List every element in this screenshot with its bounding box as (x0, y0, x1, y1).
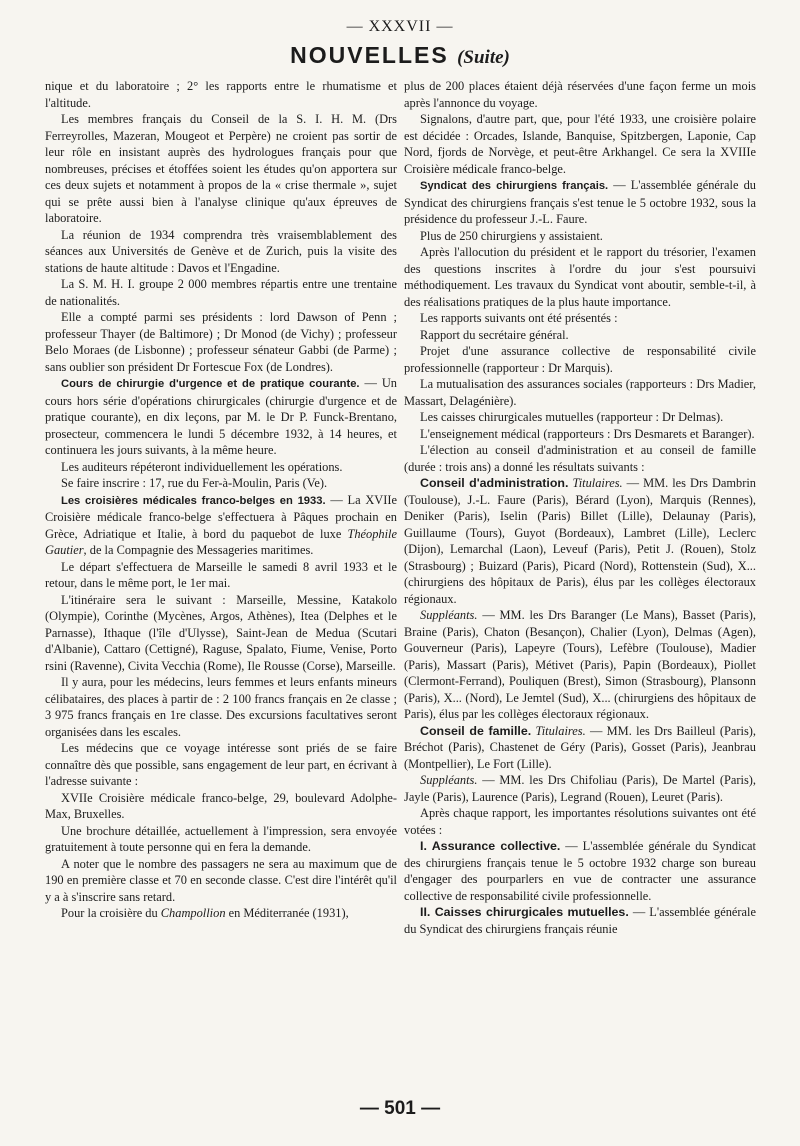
paragraph: plus de 200 places étaient déjà réservées d'une façon ferme un mois après l'annonce du voyage. (404, 79, 756, 110)
paragraph: A noter que le nombre des passagers ne sera au maximum que de 190 en première classe et 70 en seconde classe. C'est dire l'intérêt qu'il y a à s'inscrire sans retard. (45, 856, 397, 904)
paragraph: Les caisses chirurgicales mutuelles (rapporteur : Dr Delmas). (420, 410, 724, 424)
paragraph: L'enseignement médical (rapporteurs : Drs Desmarets et Baranger). (420, 426, 755, 441)
label-suppleants: Suppléants. (420, 608, 478, 622)
paragraph: Les membres français du Conseil de la S. I. H. M. (Drs Ferreyrolles, Mazeran, Mougeot et Perpère) ne croient pas sortir de leur rôle en insistant auprès des hydrologues français pour que nombreuses, précises et étoffées soient les études qu'on apportera sur ces deux sujets et notamment à propos de la « crise thermale », sujet qui se prête aussi bien à l'analyse clinique qu'aux épreuves de laboratoire. (45, 112, 397, 225)
text: — L'assemblée générale du Syndicat des chirurgiens français réunie (404, 905, 756, 936)
text: — MM. les Drs Baranger (Le Mans), Basset (Paris), Braine (Paris), Chaton (Besançon), Chalier (Lyon), Delmas (Agen), Gouverneur (Paris), Lapeyre (Tours), Lefèbre (Toulouse), Madier (Paris), Massart (Paris), Métivet (Paris), Papin (Bordeaux), Piollet (Clermont-Ferrand), Pouliquen (Brest), Simon (Strasbourg), Plansonn (Paris), X... (Nord), Le Jemtel (Sud), X... (chirurgiens des hôpitaux de Paris), élus par les collèges électoraux régionaux. (404, 608, 756, 721)
text: — MM. les Drs Bailleul (Paris), Bréchot (Paris), Chastenet de Géry (Paris), Gosset (Paris), Jeanbrau (Montpellier), Le Fort (Lille). (404, 723, 756, 771)
subheading: II. Caisses chirurgicales mutuelles. (420, 905, 629, 919)
conseil-famille-suppleants (404, 772, 756, 805)
text: — MM. les Drs Chifoliau (Paris), De Martel (Paris), Jayle (Paris), Laurence (Paris), Legrand (Rouen), Leuret (Paris). (404, 773, 756, 804)
news-item-cours (45, 375, 397, 459)
page-title (0, 42, 800, 69)
paragraph: La réunion de 1934 comprendra très vraisemblablement des séances aux Universités de Genève et de Zurich, puis la visite des stations de haute altitude : Davos et l'Engadine. (45, 227, 397, 275)
news-text: — La XVIIe Croisière médicale franco-belge s'effectuera à Pâques prochain en Grèce, Adriatique et Italie, à bord du paquebot de luxe (45, 492, 397, 541)
paragraph: La mutualisation des assurances sociales (rapporteurs : Drs Madier, Massart, Delagénière). (404, 377, 756, 408)
text: — L'assemblée générale du Syndicat des chirurgiens français tenue le 5 octobre 1932 charge son bureau d'engager des pourparlers en vue de contracter une assurance collective de responsabilité civile professionnelle. (404, 839, 757, 903)
paragraph: Les médecins que ce voyage intéresse sont priés de se faire connaître dès que possible, sans engagement de leur part, en écrivant à l'adresse suivante : (45, 741, 397, 788)
news-text: — L'assemblée générale du Syndicat des chirurgiens français s'est tenue le 5 octobre 1932, sous la présidence du professeur J.-L. Faure. (404, 178, 756, 226)
paragraph: nique et du laboratoire ; 2° les rapports entre le rhumatisme et l'altitude. (45, 79, 397, 110)
paragraph: La S. M. H. I. groupe 2 000 membres répartis entre une trentaine de nationalités. (45, 277, 397, 308)
subheading: Conseil d'administration. (420, 476, 569, 490)
section-title-suite: (Suite) (457, 47, 510, 68)
text: — MM. les Drs Dambrin (Toulouse), J.-L. Faure (Paris), Bérard (Lyon), Marquis (Rennes), Deniker (Paris), Iselin (Paris) Billet (Lille), Delaunay (Paris), Guillaume (Tours), Guyot (Bordeaux), Lambret (Lille), Leclerc (Dijon), Lemarchal (Laon), Leveuf (Paris), Petit J. (Rouen), Stolz (Strasbourg) ; Buizard (Paris), Picard (Nord), Rottenstein (Sud), X... (chirurgiens des hôpitaux de Paris), élus par les collèges électoraux régionaux. (404, 476, 756, 606)
label-suppleants: Suppléants. (420, 773, 478, 787)
paragraph: Les rapports suivants ont été présentés : (420, 311, 618, 325)
news-heading: Syndicat des chirurgiens français. (420, 180, 609, 192)
resolution-assurance (404, 838, 756, 904)
paragraph: Le départ s'effectuera de Marseille le samedi 8 avril 1933 et le retour, dans le même port, le 1er mai. (45, 559, 397, 590)
paragraph: L'élection au conseil d'administration et au conseil de famille (durée : trois ans) a donné les résultats suivants : (404, 443, 756, 474)
running-head-number: — XXXVII — (346, 18, 454, 35)
section-title: NOUVELLES (290, 42, 449, 68)
ship-name: Champollion (160, 906, 226, 920)
subheading: I. Assurance collective. (420, 839, 561, 853)
news-text: — Un cours hors série d'opérations chirurgicales (chirurgie d'urgence et de pratique courante), en dix leçons, par M. le Dr P. Funck-Brentano, prosecteur, commencera le lundi 5 décembre 1932, à 14 heures, et continuera les jours suivants, à la même heure. (45, 376, 397, 457)
label-titulaires: Titulaires. (572, 476, 623, 490)
paragraph: Signalons, d'autre part, que, pour l'été 1933, une croisière polaire est décidée : Orcades, Islande, Banquise, Spitzbergen, Laponie, Cap Nord, fjords de Norvège, et peut-être Arkhangel. Ce sera la XVIIIe Croisière médicale franco-belge. (404, 112, 756, 176)
label-titulaires: Titulaires. (535, 723, 586, 738)
news-item-syndicat (404, 177, 756, 228)
paragraph: Rapport du secrétaire général. (420, 327, 569, 342)
conseil-famille-titulaires (404, 723, 756, 773)
paragraph: Les auditeurs répéteront individuellement les opérations. (61, 459, 343, 474)
resolution-caisses (404, 904, 756, 937)
address: XVIIe Croisière médicale franco-belge, 29, boulevard Adolphe-Max, Bruxelles. (45, 790, 397, 821)
left-column (45, 78, 397, 922)
paragraph: Plus de 250 chirurgiens y assistaient. (420, 228, 603, 243)
right-column (404, 78, 756, 937)
paragraph: Une brochure détaillée, actuellement à l'impression, sera envoyée gratuitement à toute personne qui en fera la demande. (45, 823, 397, 854)
conseil-admin-suppleants (404, 607, 756, 723)
paragraph: Après l'allocution du président et le rapport du trésorier, l'examen des questions inscrites à l'ordre du jour s'est poursuivi méthodiquement. Les travaux du Syndicat vont aboutir, semble-t-il, à des réalisations pratiques de la plus haute importance. (404, 245, 756, 309)
text: Pour la croisière du (61, 906, 161, 920)
news-text: , de la Compagnie des Messageries maritimes. (83, 543, 314, 557)
paragraph: Il y aura, pour les médecins, leurs femmes et leurs enfants mineurs célibataires, des places à partir de : 2 100 francs français en 2e classe ; 3 975 francs français en 1re classe. Des excursions facultatives seront organisées dans les escales. (45, 675, 397, 739)
paragraph: L'itinéraire sera le suivant : Marseille, Messine, Katakolo (Olympie), Corinthe (Mycènes, Argos, Athènes), Itea (Delphes et le Parnasse), Ithaque (l'île d'Ulysse), Saint-Jean de Medua (Scutari d'Albanie), Cattaro (Cettigné), Raguse, Spalato, Fiume, Venise, Porto rsini (Ravenne), Civita Vecchia (Rome), Ile Rousse (Corse), Marseille. (45, 592, 397, 673)
paragraph: Projet d'une assurance collective de responsabilité civile professionnelle (rapporteur : Dr Marquis). (404, 344, 756, 375)
ship-name: Théophile Gautier (45, 526, 397, 557)
news-heading: Les croisières médicales franco-belges en 1933. (61, 494, 326, 507)
paragraph: Après chaque rapport, les importantes résolutions suivantes ont été votées : (404, 806, 756, 837)
subheading: Conseil de famille. (420, 723, 532, 738)
page-number: — 501 — (359, 1098, 441, 1119)
news-item-croisieres (45, 492, 397, 559)
conseil-admin-titulaires (404, 475, 756, 607)
paragraph: Se faire inscrire : 17, rue du Fer-à-Moulin, Paris (Ve). (61, 476, 328, 490)
paragraph (45, 905, 397, 922)
paragraph: Elle a compté parmi ses présidents : lord Dawson of Penn ; professeur Thayer (de Baltimore) ; Dr Monod (de Vichy) ; professeur Belo Moraes (de Lisbonne) ; professeur sénateur Gabbi (de Parme) ; sans oublier son président Dr Fortescue Fox (de Londres). (45, 310, 397, 374)
news-heading: Cours de chirurgie d'urgence et de pratique courante. (61, 378, 360, 390)
text: en Méditerranée (1931), (225, 906, 349, 920)
